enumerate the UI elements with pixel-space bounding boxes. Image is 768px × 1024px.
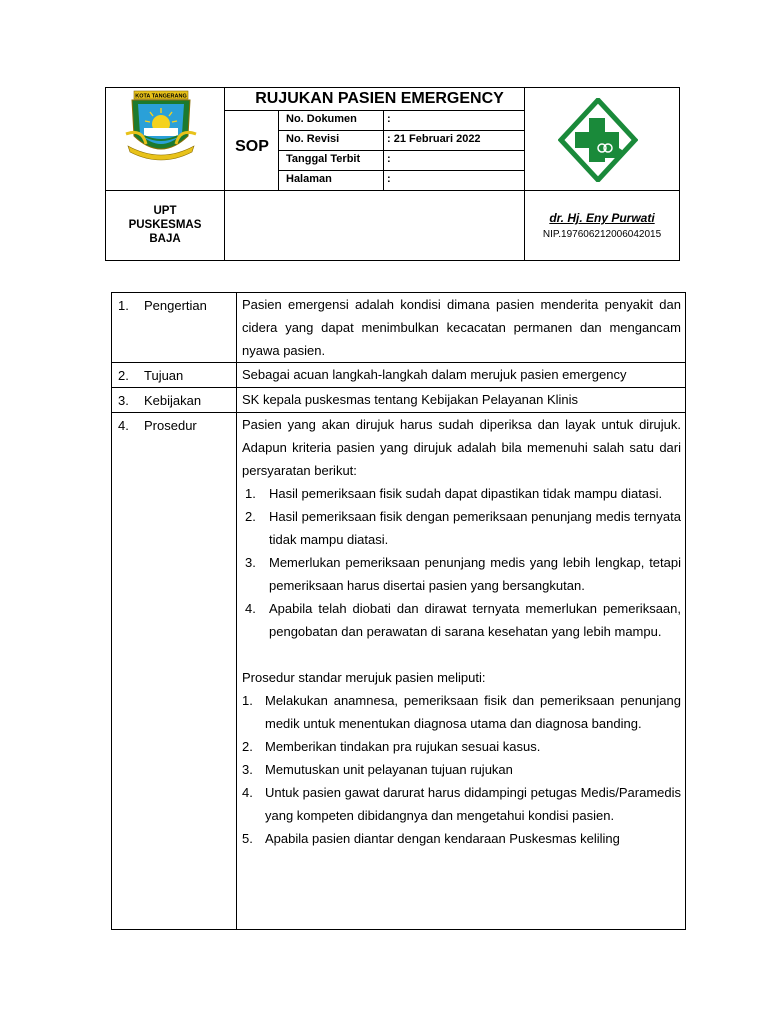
list-item: 4. Untuk pasien gawat darurat harus didampingi petugas Medis/Paramedis yang kompeten dibidangnya dan mengetahui kondisi pasien. <box>242 785 681 823</box>
list-item: 3. Memutuskan unit pelayanan tujuan rujukan <box>242 762 513 777</box>
table-row: 2. Tujuan Sebagai acuan langkah-langkah dalam merujuk pasien emergency <box>112 363 686 388</box>
puskesmas-logo <box>558 98 638 182</box>
field-label-no-revisi: No. Revisi <box>286 133 340 145</box>
logo-top-text: KOTA TANGERANG <box>135 93 187 100</box>
procedure-intro: Pasien yang akan dirujuk harus sudah diperiksa dan layak untuk dirujuk. Adapun kriteria pasien yang dirujuk adalah bila memenuhi salah satu dari persyaratan berikut: <box>242 417 681 478</box>
list-item: 2. Memberikan tindakan pra rujukan sesuai kasus. <box>242 739 541 754</box>
table-row: 1. Pengertian Pasien emergensi adalah kondisi dimana pasien menderita penyakit dan cidera yang dapat menimbulkan kecacatan permanen dan mengancam nyawa pasien. <box>112 293 686 363</box>
sop-content-table <box>111 292 686 930</box>
section-label: Kebijakan <box>144 393 202 408</box>
list-item: 5. Apabila pasien diantar dengan kendaraan Puskesmas keliling <box>242 831 620 846</box>
table-row: 3. Kebijakan SK kepala puskesmas tentang Kebijakan Pelayanan Klinis <box>112 388 686 413</box>
criteria-list <box>242 482 681 643</box>
field-label-tanggal-terbit: Tanggal Terbit <box>286 153 361 165</box>
document-title: RUJUKAN PASIEN EMERGENCY <box>255 90 504 107</box>
section-label: Pengertian <box>144 298 207 313</box>
signer-nip: NIP.197606212006042015 <box>542 229 662 240</box>
kota-tangerang-logo <box>122 88 200 166</box>
list-item: 3. Memerlukan pemeriksaan penunjang medis yang lebih lengkap, tetapi pemeriksaan harus disertai pasien yang bersangkutan. <box>245 555 681 593</box>
field-value-tanggal-terbit: : <box>387 153 391 165</box>
sop-header <box>105 87 680 261</box>
list-item: 2. Hasil pemeriksaan fisik dengan pemeriksaan penunjang medis ternyata tidak mampu diatasi. <box>245 509 681 547</box>
unit-name: UPT PUSKESMAS BAJA <box>128 205 202 245</box>
field-label-no-dokumen: No. Dokumen <box>286 113 357 125</box>
field-value-no-dokumen: : <box>387 113 391 125</box>
sop-label: SOP <box>235 138 269 155</box>
field-value-no-revisi: : 21 Februari 2022 <box>387 133 481 145</box>
section-text: Pasien emergensi adalah kondisi dimana pasien menderita penyakit dan cidera yang dapat menimbulkan kecacatan permanen dan mengancam nyawa pasien. <box>242 297 681 358</box>
field-value-halaman: : <box>387 173 391 185</box>
list-item: 4. Apabila telah diobati dan dirawat ternyata memerlukan pemeriksaan, pengobatan dan perawatan di sarana kesehatan yang lebih mampu. <box>245 601 681 639</box>
list-item: 1. Hasil pemeriksaan fisik sudah dapat dipastikan tidak mampu diatasi. <box>245 486 663 501</box>
signer-name: dr. Hj. Eny Purwati <box>549 211 655 225</box>
table-row: 4. Prosedur Pasien yang akan dirujuk harus sudah diperiksa dan layak untuk dirujuk. Adapun kriteria pasien yang dirujuk adalah bila memenuhi salah satu dari persyaratan berikut: 1. Hasil pemeriksaan fisik sudah dapat dipastikan tidak mampu diatasi. 2. Hasil pemeriksaan fisik dengan pemeriksaan penunjang medis ternyata tidak mampu diatasi. 3. Memerlukan pemeriksaan penunjang medis yang lebih lengkap, tetapi pemeriksaan harus disertai pasien yang bersangkutan. 4. Apabila telah diobati dan dirawat ternyata memerlukan pemeriksaan, pengobatan dan perawatan di sarana kesehatan yang lebih mampu. Prosedur standar merujuk pasien meliputi: 1. Melakukan anamnesa, pemeriksaan fisik dan pemeriksaan penunjang medik untuk menentukan diagnosa utama dan diagnosa banding. 2. Memberikan tindakan pra rujukan sesuai kasus. 3. Memutuskan unit pelayanan tujuan rujukan 4. Untuk pasien gawat darurat harus didampingi petugas Medis/Paramedis yang kompeten dibidangnya dan mengetahui kondisi pasien. 5. Apabila pasien diantar dengan kendaraan Puskesmas keliling <box>112 413 686 930</box>
standard-procedure-intro: Prosedur standar merujuk pasien meliputi: <box>242 670 486 685</box>
steps-list <box>242 689 681 850</box>
section-text: Sebagai acuan langkah-langkah dalam merujuk pasien emergency <box>242 367 627 382</box>
section-label: Prosedur <box>144 418 197 433</box>
section-text: SK kepala puskesmas tentang Kebijakan Pelayanan Klinis <box>242 392 579 407</box>
field-label-halaman: Halaman <box>286 173 332 185</box>
section-label: Tujuan <box>144 368 184 383</box>
list-item: 1. Melakukan anamnesa, pemeriksaan fisik dan pemeriksaan penunjang medik untuk menentukan diagnosa utama dan diagnosa banding. <box>242 693 681 731</box>
